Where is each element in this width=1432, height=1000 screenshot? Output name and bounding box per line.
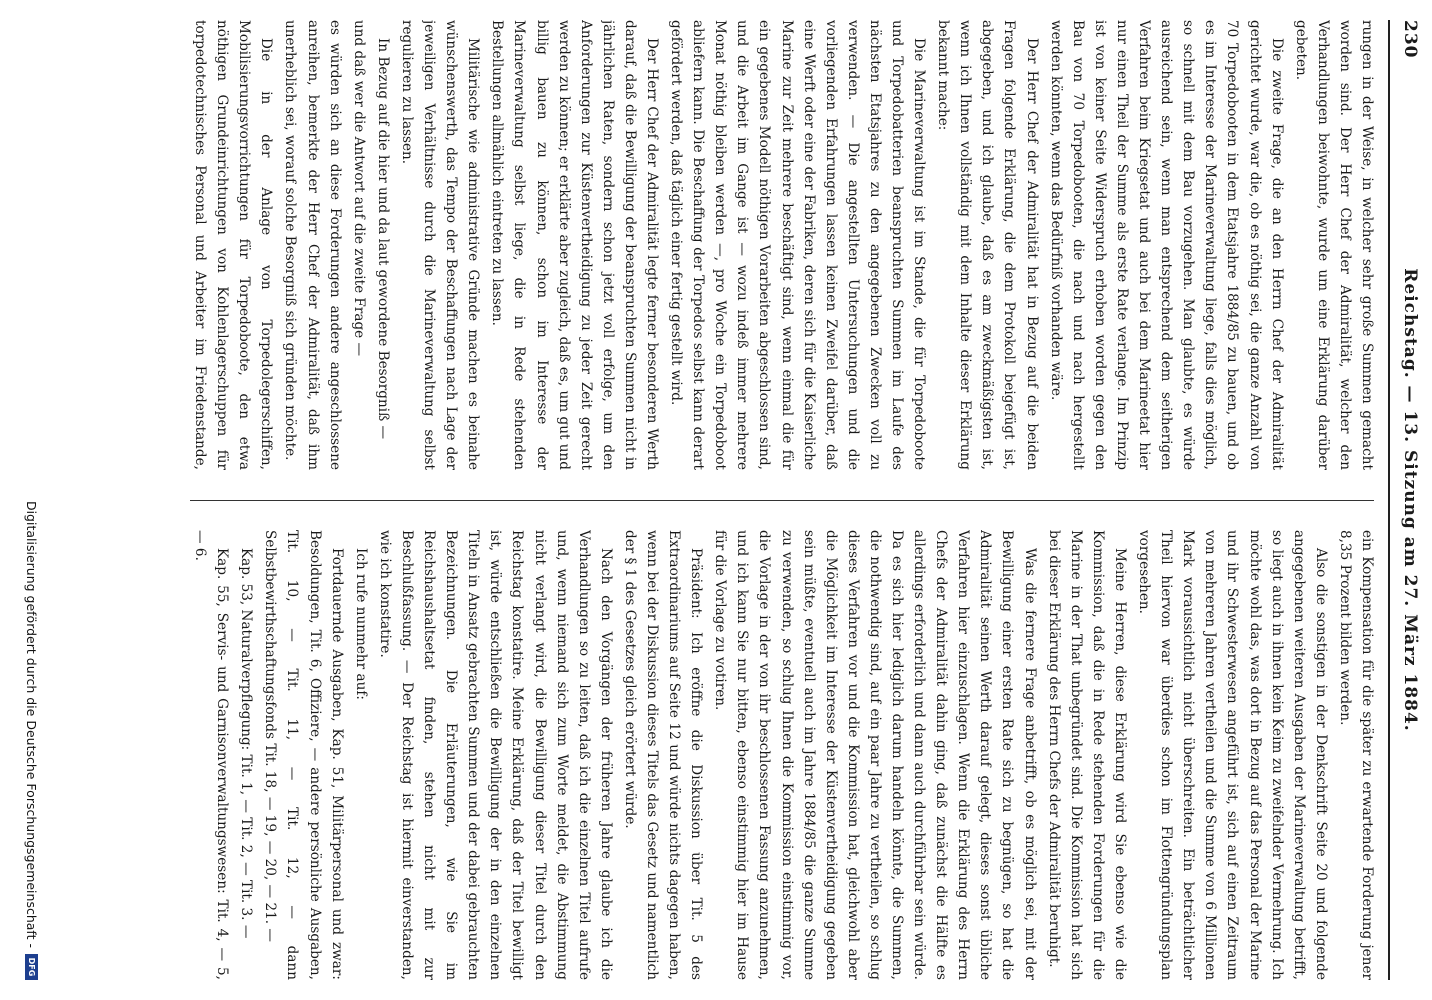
paragraph: Militärische wie administrative Gründe machen es beinahe wünschenswerth, das Tempo der Beschaffungen nach Lage der jeweiligen Verhältnisse durch die Marineverwaltung selbst regulieren zu lassen. bbox=[398, 20, 482, 470]
page-number: 230 bbox=[1400, 20, 1420, 59]
paragraph: es würden sich an diese Forderungen andere angeschlossene anreihen, bemerkte der Herr Chef der Admiralität, daß ihm unerheblich sei, worauf solche Besorgniß sich gründen möchte. bbox=[282, 20, 343, 470]
paragraph: Also die sonstigen in der Denkschrift Seite 20 und folgende angegebenen weiteren Ausgaben der Marineverwaltung betrifft, so liegt auch in ihnen kein Keim zu zweifelnder Vermehrung. Ich möchte wohl das, was dort in Bezug auf das Personal der Marine und ihr Schwesterwesen angeführt ist, sich auf einen Zeitraum von mehreren Jahren vertheilen und die Summe von 6 Millionen Mark voraussichtlich nicht überschreiten. Ein beträchtlicher Theil hiervon war überdies schon im Flottengründungsplan vorgesehen. bbox=[1136, 530, 1329, 980]
paragraph: Die zweite Frage, die an den Herrn Chef der Admiralität gerichtet wurde, war die, ob es nöthig sei, die ganze Anzahl von 70 Torpedobooten in dem Etatsjahre 1884/85 zu bauen, und ob es im Interesse der Marineverwaltung liege, falls dies möglich, so schnell mit dem Bau vorzugehen. Man glaubte, es würde ausreichend sein, wenn man entsprechend dem seitherigen Verfahren beim Kriegsetat und auch bei dem Marineetat hier nur einen Theil der Summe als erste Rate verlange. Im Prinzip ist von keiner Seite Widerspruch erhoben worden gegen den Bau von 70 Torpedobooten, die nach und nach hergestellt werden könnten, wenn das Bedürfniß vorhanden wäre. bbox=[1047, 20, 1285, 470]
footer-text: Digitalisierung gefördert durch die Deutsche Forschungsgemeinschaft - bbox=[24, 500, 40, 948]
paragraph: rungen in der Weise, in welcher sehr große Summen gemacht worden sind. Der Herr Chef der Admiralität, welcher den Verhandlungen beiwohnte, wurde um eine Erklärung darüber gebeten. bbox=[1292, 20, 1375, 470]
paragraph: Was die fernere Frage anbetrifft, ob es möglich sei, mit der Bewilligung einer ersten Rate sich zu begnügen, so hat die Admiralität seinen Werth darauf gelegt, dieses sonst übliche Verfahren hier einzuschlagen. Wenn die Erklärung des Herrn Chefs der Admiralität dahin ging, daß zunächst die Hälfte es allerdings erforderlich und dann auch durchführbar sein würde. Da es sich hier lediglich darum handeln könnte, die Summen, die nothwendig sind, auf ein paar Jahre zu vertheilen, so schlug dieses Verfahren vor und die Kommission hat, gleichwohl aber die Möglichkeit im Interesse der Küstenvertheidigung gegeben sein müßte, eventuell auch im Jahre 1884/85 die ganze Summe zu verwenden, so schlug Ihnen die Kommission einstimmig vor, die Vorlage in der von ihr beschlossenen Fassung anzunehmen, und ich kann Sie nur bitten, ebenso einstimmig hier im Hause für die Vorlage zu votiren. bbox=[712, 530, 1038, 980]
column-divider bbox=[190, 500, 1374, 501]
paragraph: und daß wer die Antwort auf die zweite Frage — bbox=[350, 20, 367, 357]
paragraph: ein Kompensation für die später zu erwartende Forderung jener 8,35 Prozent bilden werden. bbox=[1336, 530, 1375, 980]
digitization-footer bbox=[20, 20, 44, 980]
paragraph: Nach den Vorgängen der früheren Jahre glaube ich die Verhandlungen so zu leiten, daß ich die einzelnen Titel aufrufe und, wenn niemand sich zum Worte meldet, die Abstimmung nicht verlangt wird, die Bewilligung dieser Titel durch den Reichstag konstatire. Meine Erklärung, daß der Titel bewilligt ist, würde entschließen die Bewilligung der in den einzelnen Titeln in Ansatz gebrachten Summen und der dabei gebrauchten Bezeichnungen. Die Erläuterungen, wie Sie im Reichshaushaltsetat finden, stehen nicht mit zur Beschlußfassung. — Der Reichstag ist hiermit einverstanden, wie ich konstatire. bbox=[376, 530, 614, 980]
paragraph: Präsident: Ich eröffne die Diskussion über Tit. 5 des Extraordinariums auf Seite 12 und würde nichts dagegen haben, wenn bei der Diskussion dieses Titels das Gesetz und namentlich der § 1 des Gesetzes gleich erörtert würde. bbox=[621, 530, 705, 980]
paragraph: Der Herr Chef der Admiralität legte ferner besonderen Werth darauf, daß die Bewilligung der beanspruchten Summen nicht in jährlichen Raten, sondern schon jetzt voll erfolge, um den Anforderungen zur Küstenvertheidigung zu jeder Zeit gerecht werden zu können; er erklärte aber zugleich, daß es, um gut und billig bauen zu können, schon im Interesse der Marineverwaltung selbst liege, die in Rede stehenden Bestellungen allmählich eintreten zu lassen. bbox=[489, 20, 660, 470]
paragraph: Ich rufe nunmehr auf: bbox=[352, 548, 369, 700]
running-title: Reichstag. — 13. Sitzung am 27. März 1884. bbox=[1400, 268, 1420, 732]
header-rule bbox=[1388, 20, 1390, 980]
paragraph: Fortdauernde Ausgaben, Kap. 51, Militärpersonal und zwar: Besoldungen, Tit. 6, Offiziere, — andere persönliche Ausgaben, Tit. 10, — Tit. 11, — Tit. 12, — dann Selbstbewirthschaftungsfonds Tit. 18, — 19, — 20, — 21. — bbox=[262, 530, 345, 980]
page-header bbox=[1396, 20, 1424, 980]
paragraph: Meine Herren, diese Erklärung wird Sie ebenso wie die Kommission, daß die in Rede stehenden Forderungen für die Marine in der That unbegründet sind. Die Kommission hat sich bei dieser Erklärung des Herrn Chefs der Admiralität beruhigt. bbox=[1045, 530, 1128, 980]
paragraph: Die Marineverwaltung ist im Stande, die für Torpedoboote und Torpedobatterien beanspruchten Summen im Laufe des nächsten Etatsjahres zu den angegebenen Zwecken voll zu verwenden. — Die angestellten Untersuchungen und die vorliegenden Erfahrungen lassen keinen Zweifel darüber, daß eine Werft oder eine der Fabriken, deren sich für die Kaiserliche Marine zur Zeit mehrere beschäftigt sind, wenn einmal die für ein gegebenes Modell nöthigen Vorarbeiten abgeschlossen sind, und die Arbeit im Gange ist — wozu indeß immer mehrere Monat nöthig bleiben werden —, pro Woche ein Torpedoboot abliefern kann. Die Beschaffung der Torpedos selbst kann derart gefördert werden, daß täglich einer fertig gestellt wird. bbox=[668, 20, 928, 470]
paragraph: Der Herr Chef der Admiralität hat in Bezug auf die beiden Fragen folgende Erklärung, die dem Protokoll beigefügt ist, abgegeben, und ich glaube, daß es am zweckmäßigsten ist, wenn ich Ihnen vollständig mit dem Inhalte dieser Erklärung bekannt mache: bbox=[935, 20, 1040, 470]
dfg-logo-icon: DFG bbox=[26, 954, 39, 980]
left-column bbox=[190, 20, 1378, 470]
right-column bbox=[190, 530, 1378, 980]
paragraph: Die in der Anlage von Torpedolegerschiffen, Mobilisierungsvorrichtungen für Torpedoboote, den etwa nöthigen Grundeinrichtungen von Kohlenlagerschuppen für torpedotechnisches Personal und Arbeiter im Friedenstande, bbox=[192, 20, 275, 470]
paragraph: Kap. 53, Naturalverpflegung: Tit. 1, — Tit. 2, — Tit. 3. — bbox=[238, 548, 255, 939]
paragraph: Kap. 55, Servis- und Garnisonverwaltungswesen: Tit. 4, — 5, — 6. bbox=[192, 530, 231, 980]
paragraph: In Bezug auf die hier und da laut gewordene Besorgniß — bbox=[374, 38, 391, 440]
